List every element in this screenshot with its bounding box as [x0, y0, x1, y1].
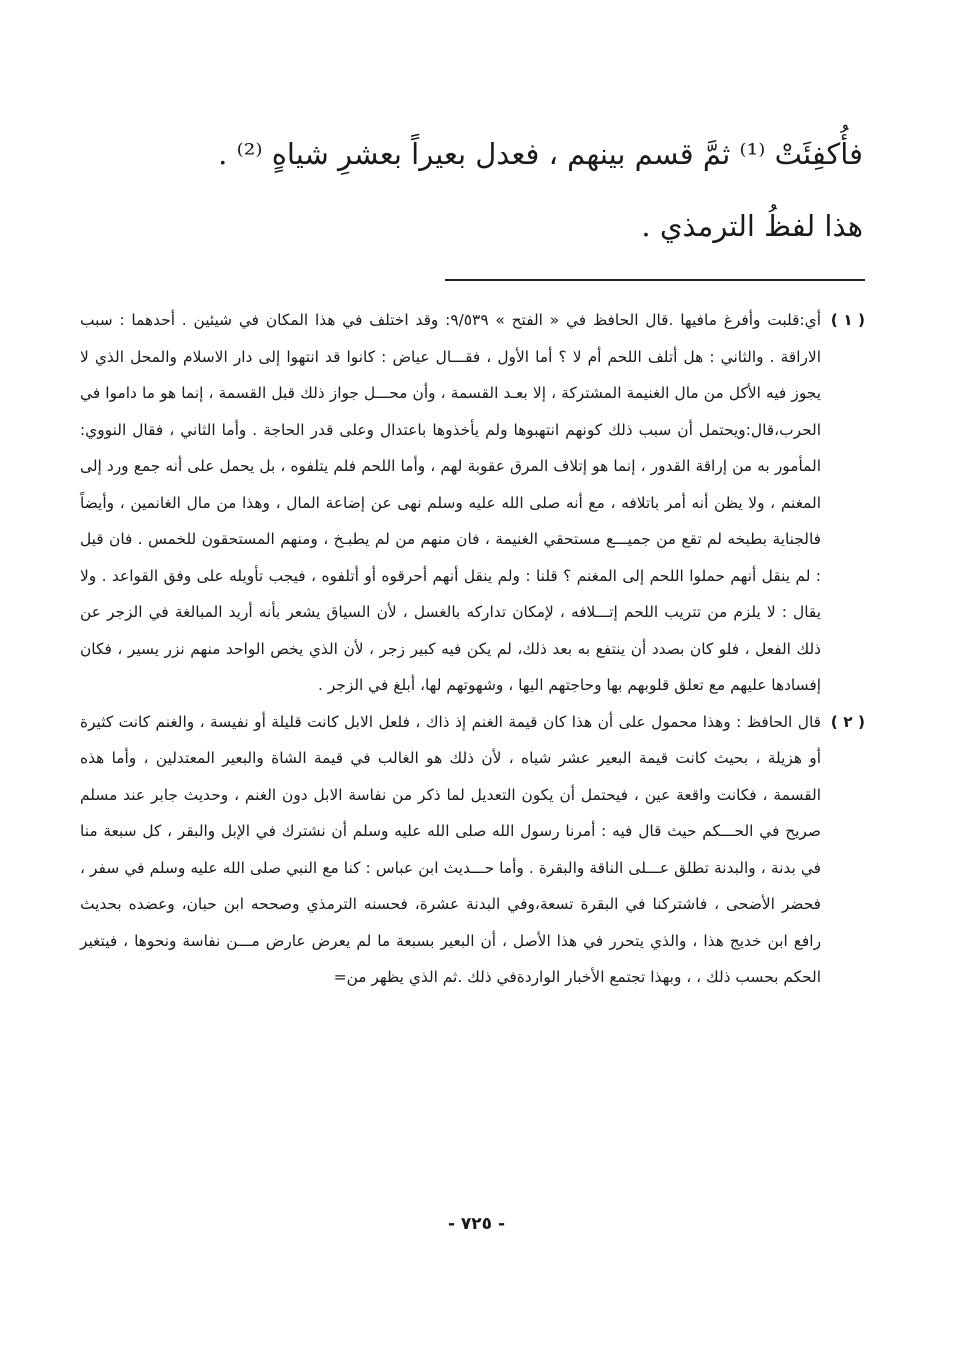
footnote-2-marker: ( ٢ )	[830, 712, 865, 731]
footnote-1-marker: ( ١ )	[830, 311, 865, 329]
footnote-separator	[445, 279, 865, 281]
footnote-1-text: أي:قلبت وأفرغ مافيها .قال الحافظ في « الفتح » ٩/٥٣٩: وقد اختلف في هذا المكان في شيئين . أحدهما : سبب الاراقة . والثاني : هل أتلف اللحم أم لا ؟ أما الأول ، فقـــال عياض : كانوا قد انتهوا إلى دار الاسلام والمحل الذي لا يجوز فيه الأكل من مال الغنيمة المشتركة ، إلا بعـد القسمة ، وأن محـــل جواز ذلك قبل القسمة ، إنما هو ما داموا في الحرب،قال:ويحتمل أن سبب ذلك كونهم انتهبوها ولم يأخذوها باعتدال وعلى قدر الحاجة . وأما الثاني ، فقال النووي: المأمور به من إراقة القدور ، إنما هو إتلاف المرق عقوبة لهم ، وأما اللحم فلم يتلفوه ، بل يحمل على أنه جمع ورد إلى المغنم ، ولا يظن أنه أمر باتلافه ، مع أنه صلى الله عليه وسلم نهى عن إضاعة المال ، وهذا من مال الغانمين ، وأيضاً فالجناية بطبخه لم تقع من جميـــع مستحقي الغنيمة ، فان منهم من لم يطبـخ ، ومنهم المستحقون للخمس . فان قيل : لم ينقل أنهم حملوا اللحم إلى المغنم ؟ قلنا : ولم ينقل أنهم أحرقوه أو أتلفوه ، فيجب تأويله على وفق القواعد . ولا يقال : لا يلزم من تتريب اللحم إتـــلافه ، لإمكان تداركه بالغسل ، لأن السياق يشعر بأنه أريد المبالغة في الزجر عن ذلك الفعل ، فلو كان بصدد أن ينتفع به بعد ذلك، لم يكن فيه كبير زجر ، لأن الذي يخص الواحد منهم نزر يسير ، فكان إفسادها عليهم مع تعلق قلوبهم بها وحاجتهم اليها ، وشهوتهم لها، أبلغ في الزجر .	[80, 311, 821, 694]
footnotes-section	[80, 302, 865, 996]
main-text-line-2: هذا لفظُ الترمذي .	[641, 209, 863, 243]
footnote-2-text: قال الحافظ : وهذا محمول على أن هذا كان قيمة الغنم إذ ذاك ، فلعل الابل كانت قليلة أو نفيسة ، والغنم كانت كثيرة أو هزيلة ، بحيث كانت قيمة البعير عشر شياه ، لأن ذلك هو الغالب في قيمة الشاة والبعير المعتدلين ، وأما هذه القسمة ، فكانت واقعة عين ، فيحتمل أن يكون التعديل لما ذكر من نفاسة الابل دون الغنم ، وحديث جابر عند مسلم صريح في الحـــكم حيث قال فيه : أمرنا رسول الله صلى الله عليه وسلم أن نشترك في الإبل والبقر ، كل سبعة منا في بدنة ، والبدنة تطلق عـــلى الناقة والبقرة . وأما حـــديث ابن عباس : كنا مع النبي صلى الله عليه وسلم في سفر ، فحضر الأضحى ، فاشتركنا في البقرة تسعة،وفي البدنة عشرة، فحسنه الترمذي وصححه ابن حبان، وعضده بحديث رافع ابن خديج هذا ، والذي يتحرر في هذا الأصل ، أن البعير بسبعة ما لم يعرض عارض مـــن نفاسة ونحوها ، فيتغير الحكم بحسب ذلك ، ، وبهذا تجتمع الأخبار الواردةفي ذلك .ثم الذي يظهر من=	[80, 712, 821, 986]
page-number: - ٧٢٥ -	[447, 1214, 506, 1234]
main-text-line-1: فأُكفِئَتْ ⁽¹⁾ ثمَّ قسم بينهم ، فعدل بعيراً بعشرِ شياهٍ ⁽²⁾ .	[218, 137, 863, 171]
footnote-2	[80, 704, 865, 996]
footnote-1	[80, 302, 865, 704]
main-text	[73, 118, 863, 262]
